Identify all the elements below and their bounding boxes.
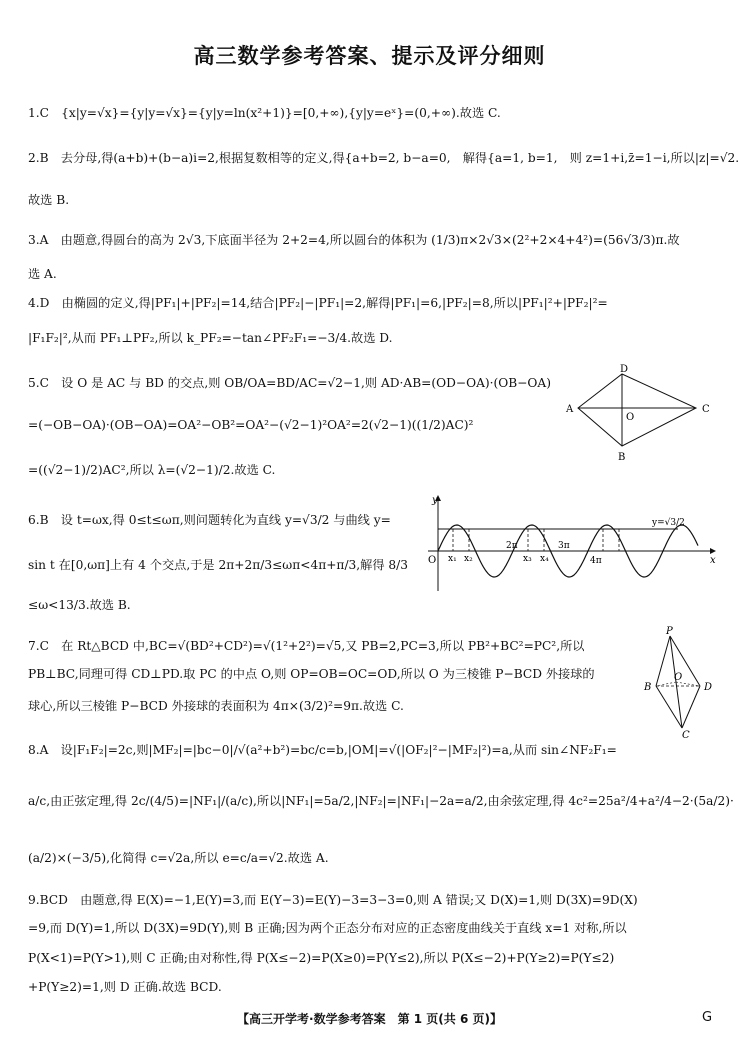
- answer-line: 选 A.: [28, 267, 57, 281]
- tick-label-3pi: 3π: [558, 541, 570, 551]
- point-label-x3: x₃: [523, 554, 532, 564]
- origin-label: O: [428, 555, 437, 566]
- rhombus-figure: [560, 364, 720, 463]
- center-label-o: O: [626, 412, 635, 423]
- answer-line: =9,而 D(Y)=1,所以 D(3X)=9D(Y),则 B 正确;因为两个正态分布对应的正态密度曲线关于直线 x=1 对称,所以: [28, 921, 627, 935]
- center-label-o: O: [674, 672, 683, 683]
- answer-line: +P(Y≥2)=1,则 D 正确.故选 BCD.: [28, 980, 222, 994]
- answer-line: 球心,所以三棱锥 P−BCD 外接球的表面积为 4π×(3/2)²=9π.故选 C.: [28, 699, 404, 713]
- vertex-label-c: C: [702, 404, 710, 415]
- vertex-label-d: D: [620, 364, 629, 375]
- vertex-label-b: B: [644, 682, 652, 693]
- vertex-label-p: P: [666, 626, 673, 637]
- axis-label-y: y: [432, 495, 438, 506]
- answer-line: 8.A 设|F₁F₂|=2c,则|MF₂|=|bc−0|/√(a²+b²)=bc/c=b,|OM|=√(|OF₂|²−|MF₂|²)=a,从而 sin∠NF₂F₁=: [28, 743, 617, 757]
- answer-line: 1.C {x|y=√x}={y|y=√x}={y|y=ln(x²+1)}=[0,+∞),{y|y=eˣ}=(0,+∞).故选 C.: [28, 106, 501, 120]
- answer-line: =((√2−1)/2)AC²,所以 λ=(√2−1)/2.故选 C.: [28, 463, 276, 477]
- point-label-x4: x₄: [540, 554, 549, 564]
- vertex-label-d: D: [704, 682, 713, 693]
- answer-line: PB⊥BC,同理可得 CD⊥PD.取 PC 的中点 O,则 OP=OB=OC=OD,所以 O 为三棱锥 P−BCD 外接球的: [28, 667, 595, 681]
- sine-graph-figure: [420, 495, 720, 595]
- vertex-label-c: C: [682, 730, 690, 741]
- tick-label-4pi: 4π: [590, 556, 602, 566]
- answer-line: a/c,由正弦定理,得 2c/(4/5)=|NF₁|/(a/c),所以|NF₁|=5a/2,|NF₂|=|NF₁|−2a=a/2,由余弦定理,得 4c²=25a²/4+a²/4−2·(5a/2)·: [28, 794, 734, 808]
- line-label: y=√3/2: [652, 518, 685, 528]
- answer-line: 9.BCD 由题意,得 E(X)=−1,E(Y)=3,而 E(Y−3)=E(Y)−3=3−3=0,则 A 错误;又 D(X)=1,则 D(3X)=9D(X): [28, 893, 638, 907]
- point-label-x2: x₂: [464, 554, 473, 564]
- answer-line: 3.A 由题意,得圆台的高为 2√3,下底面半径为 2+2=4,所以圆台的体积为 (1/3)π×2√3×(2²+2×4+4²)=(56√3/3)π.故: [28, 233, 680, 247]
- answer-line: 7.C 在 Rt△BCD 中,BC=√(BD²+CD²)=√(1²+2²)=√5,又 PB=2,PC=3,所以 PB²+BC²=PC²,所以: [28, 639, 585, 653]
- page-footer: 【高三开学考·数学参考答案 第 1 页(共 6 页)】: [237, 1012, 502, 1026]
- answer-line: 故选 B.: [28, 193, 70, 207]
- answer-line: 4.D 由椭圆的定义,得|PF₁|+|PF₂|=14,结合|PF₂|−|PF₁|=2,解得|PF₁|=6,|PF₂|=8,所以|PF₁|²+|PF₂|²=: [28, 296, 608, 310]
- answer-line: |F₁F₂|²,从而 PF₁⊥PF₂,所以 k_PF₂=−tan∠PF₂F₁=−3/4.故选 D.: [28, 331, 393, 345]
- vertex-label-b: B: [618, 452, 626, 463]
- axis-label-x: x: [710, 555, 716, 566]
- answer-line: P(X<1)=P(Y>1),则 C 正确;由对称性,得 P(X≤−2)=P(X≥0)=P(Y≤2),所以 P(X≤−2)+P(Y≥2)=P(Y≤2): [28, 951, 615, 965]
- page-title: 高三数学参考答案、提示及评分细则: [193, 44, 546, 68]
- answer-line: sin t 在[0,ωπ]上有 4 个交点,于是 2π+2π/3≤ωπ<4π+π/3,解得 8/3: [28, 558, 409, 572]
- answer-line: =(−OB−OA)·(OB−OA)=OA²−OB²=OA²−(√2−1)²OA²=2(√2−1)((1/2)AC)²: [28, 418, 474, 432]
- answer-line: ≤ω<13/3.故选 B.: [28, 598, 131, 612]
- pyramid-figure: [640, 628, 730, 740]
- answer-line: 2.B 去分母,得(a+b)+(b−a)i=2,根据复数相等的定义,得{a+b=2, b−a=0, 解得{a=1, b=1, 则 z=1+i,z̄=1−i,所以|z|=√2.: [28, 151, 739, 165]
- answer-line: 6.B 设 t=ωx,得 0≤t≤ωπ,则问题转化为直线 y=√3/2 与曲线 y=: [28, 513, 391, 527]
- tick-label-2pi: 2π: [506, 541, 518, 551]
- vertex-label-a: A: [566, 404, 574, 415]
- page-letter: G: [702, 1010, 713, 1025]
- answer-line: 5.C 设 O 是 AC 与 BD 的交点,则 OB/OA=BD/AC=√2−1,则 AD·AB=(OD−OA)·(OB−OA): [28, 376, 551, 390]
- point-label-x1: x₁: [448, 554, 457, 564]
- answer-line: (a/2)×(−3/5),化简得 c=√2a,所以 e=c/a=√2.故选 A.: [28, 851, 329, 865]
